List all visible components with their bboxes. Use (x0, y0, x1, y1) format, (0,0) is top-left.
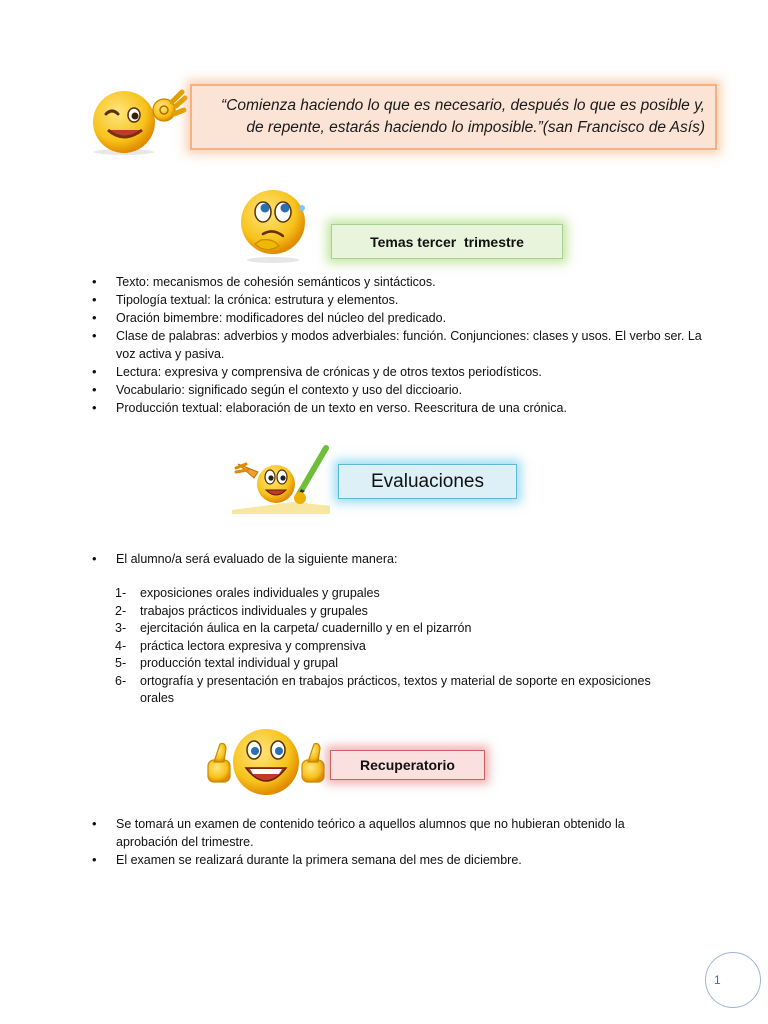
recuperatorio-list (92, 815, 667, 869)
evaluaciones-intro-list (92, 550, 702, 568)
list-item: 2- trabajos prácticos individuales y grupales (115, 603, 368, 618)
thinking-emoji-icon (235, 188, 315, 264)
list-item: • Clase de palabras: adverbios y modos adverbiales: función. Conjunciones: clases y usos. El verbo ser. La voz activa y pasiva. (92, 327, 702, 363)
page-number: 1 (705, 952, 761, 1008)
temas-list (92, 273, 702, 417)
list-item: • Vocabulario: significado según el contexto y uso del diccioario. (92, 381, 702, 399)
evaluaciones-title-box (338, 464, 517, 499)
quote-line-2: de repente, estarás haciendo lo imposible.”(san Francisco de Asís) (246, 119, 705, 136)
list-item: • Oración bimembre: modificadores del núcleo del predicado. (92, 309, 702, 327)
quote-line-1: “Comienza haciendo lo que es necesario, después lo que es posible y, (221, 97, 705, 114)
list-item: 5- producción textal individual y grupal (115, 656, 339, 670)
writing-emoji-icon (232, 444, 330, 514)
recuperatorio-title: Recuperatorio (360, 757, 455, 773)
temas-title-box (331, 224, 563, 259)
list-item: 4- práctica lectora expresiva y comprensiva (115, 638, 366, 653)
list-item: • Producción textual: elaboración de un texto en verso. Reescritura de una crónica. (92, 399, 702, 417)
list-item: • Texto: mecanismos de cohesión semánticos y sintácticos. (92, 273, 702, 291)
list-item: 6- ortografía y presentación en trabajos prácticos, textos y material de soporte en exposiciones orales (115, 673, 651, 705)
quote-box (190, 84, 717, 150)
list-item: • Se tomará un examen de contenido teórico a aquellos alumnos que no hubieran obtenido la aprobación del trimestre. (92, 815, 667, 851)
list-item: • El alumno/a será evaluado de la siguiente manera: (92, 550, 702, 568)
winking-ok-emoji-icon (88, 84, 190, 156)
evaluaciones-list (115, 585, 685, 708)
list-item: • El examen se realizará durante la primera semana del mes de diciembre. (92, 851, 667, 869)
thumbs-up-emoji-icon (206, 726, 326, 800)
list-item: • Tipología textual: la crónica: estrutura y elementos. (92, 291, 702, 309)
list-item: 1- exposiciones orales individuales y grupales (115, 586, 380, 600)
list-item: 3- ejercitación áulica en la carpeta/ cuadernillo y en el pizarrón (115, 621, 472, 635)
recuperatorio-title-box (330, 750, 485, 780)
list-item: • Lectura: expresiva y comprensiva de crónicas y de otros textos periodísticos. (92, 363, 702, 381)
evaluaciones-title: Evaluaciones (370, 470, 485, 492)
temas-title: Temas tercer trimestre (370, 233, 524, 250)
